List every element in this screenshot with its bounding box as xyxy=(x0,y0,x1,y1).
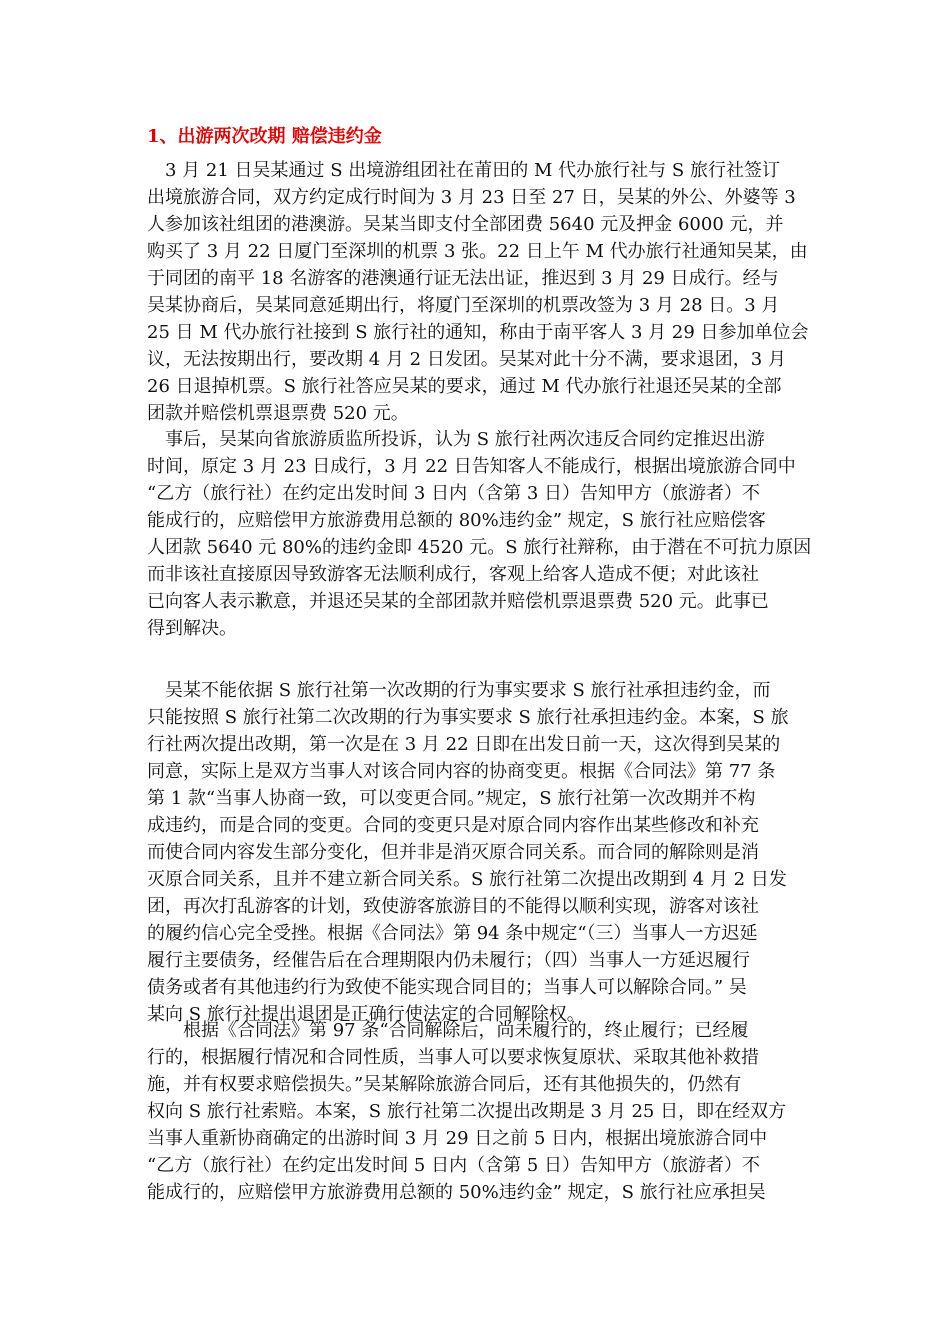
text-line: 债务或者有其他违约行为致使不能实现合同目的；当事人可以解除合同。” 吴 xyxy=(147,977,747,998)
text-line: 行的，根据履行情况和合同性质，当事人可以要求恢复原状、采取其他补救措 xyxy=(147,1047,759,1068)
text-line: 吴某不能依据 S 旅行社第一次改期的行为事实要求 S 旅行社承担违约金，而 xyxy=(147,680,771,701)
paragraph-case-facts xyxy=(147,157,807,427)
text-line: 履行主要债务，经催告后在合理期限内仍未履行；（四）当事人一方延迟履行 xyxy=(147,950,750,971)
text-line: “乙方（旅行社）在约定出发时间 3 日内（含第 3 日）告知甲方（旅游者）不 xyxy=(147,483,760,504)
text-line: 权向 S 旅行社索赔。本案，S 旅行社第二次提出改期是 3 月 25 日，即在经双方 xyxy=(147,1101,787,1122)
text-line: 同意，实际上是双方当事人对该合同内容的协商变更。根据《合同法》第 77 条 xyxy=(147,761,776,782)
text-line: 议，无法按期出行，要改期 4 月 2 日发团。吴某对此十分不满，要求退团，3 月 xyxy=(147,349,786,370)
text-line: 能成行的，应赔偿甲方旅游费用总额的 80%违约金” 规定，S 旅行社应赔偿客 xyxy=(147,510,766,531)
text-line: 购买了 3 月 22 日厦门至深圳的机票 3 张。22 日上午 M 代办旅行社通知吴某，由 xyxy=(147,241,808,262)
text-line: 时间，原定 3 月 23 日成行，3 月 22 日告知客人不能成行，根据出境旅游合同中 xyxy=(147,456,796,477)
text-line: 而非该社直接原因导致游客无法顺利成行，客观上给客人造成不便；对此该社 xyxy=(147,564,759,585)
text-line: 吴某协商后，吴某同意延期出行，将厦门至深圳的机票改签为 3 月 28 日。3 月 xyxy=(147,295,780,316)
text-line: 根据《合同法》第 97 条“合同解除后，尚未履行的，终止履行；已经履 xyxy=(147,1020,749,1041)
text-line: 25 日 M 代办旅行社接到 S 旅行社的通知，称由于南平客人 3 月 29 日参加单位会 xyxy=(147,322,809,343)
text-line: 团，再次打乱游客的计划，致使游客旅游目的不能得以顺利实现，游客对该社 xyxy=(147,896,759,917)
document-title: 1、出游两次改期 赔偿违约金 xyxy=(147,126,382,147)
text-line: 施，并有权要求赔偿损失。”吴某解除旅游合同后，还有其他损失的，仍然有 xyxy=(147,1074,742,1095)
text-line: 团款并赔偿机票退票费 520 元。 xyxy=(147,403,409,424)
text-line: 26 日退掉机票。S 旅行社答应吴某的要求，通过 M 代办旅行社退还吴某的全部 xyxy=(147,376,782,397)
text-line: 3 月 21 日吴某通过 S 出境游组团社在莆田的 M 代办旅行社与 S 旅行社签订 xyxy=(147,160,780,181)
paragraph-complaint xyxy=(147,426,812,642)
text-line: 人参加该社组团的港澳游。吴某当即支付全部团费 5640 元及押金 6000 元，并 xyxy=(147,214,784,235)
text-line: 行社两次提出改期，第一次是在 3 月 22 日即在出发日前一天，这次得到吴某的 xyxy=(147,734,781,755)
paragraph-compensation xyxy=(147,1017,807,1206)
text-line: 而使合同内容发生部分变化，但并非是消灭原合同关系。而合同的解除则是消 xyxy=(147,842,759,863)
text-line: 的履约信心完全受挫。根据《合同法》第 94 条中规定“（三）当事人一方迟延 xyxy=(147,923,758,944)
text-line: “乙方（旅行社）在约定出发时间 5 日内（含第 5 日）告知甲方（旅游者）不 xyxy=(147,1155,760,1176)
text-line: 灭原合同关系，且并不建立新合同关系。S 旅行社第二次提出改期到 4 月 2 日发 xyxy=(147,869,787,890)
text-line: 当事人重新协商确定的出游时间 3 月 29 日之前 5 日内，根据出境旅游合同中 xyxy=(147,1128,768,1149)
text-line: 事后，吴某向省旅游质监所投诉，认为 S 旅行社两次违反合同约定推迟出游 xyxy=(147,429,765,450)
text-line: 于同团的南平 18 名游客的港澳通行证无法出证，推迟到 3 月 29 日成行。经与 xyxy=(147,268,779,289)
text-line: 已向客人表示歉意，并退还吴某的全部团款并赔偿机票退票费 520 元。此事已 xyxy=(147,591,769,612)
paragraph-analysis xyxy=(147,677,807,1028)
text-line: 只能按照 S 旅行社第二次改期的行为事实要求 S 旅行社承担违约金。本案，S 旅 xyxy=(147,707,789,728)
text-line: 成违约，而是合同的变更。合同的变更只是对原合同内容作出某些修改和补充 xyxy=(147,815,759,836)
text-line: 某向 S 旅行社提出退团是正确行使法定的合同解除权。 xyxy=(147,1004,585,1025)
text-line: 得到解决。 xyxy=(147,618,237,639)
text-line: 第 1 款“当事人协商一致，可以变更合同。”规定，S 旅行社第一次改期并不构 xyxy=(147,788,756,809)
text-line: 出境旅游合同，双方约定成行时间为 3 月 23 日至 27 日，吴某的外公、外婆等 3 xyxy=(147,187,796,208)
text-line: 人团款 5640 元 80%的违约金即 4520 元。S 旅行社辩称，由于潜在不可抗力原因 xyxy=(147,537,812,558)
text-line: 能成行的，应赔偿甲方旅游费用总额的 50%违约金” 规定，S 旅行社应承担吴 xyxy=(147,1182,766,1203)
